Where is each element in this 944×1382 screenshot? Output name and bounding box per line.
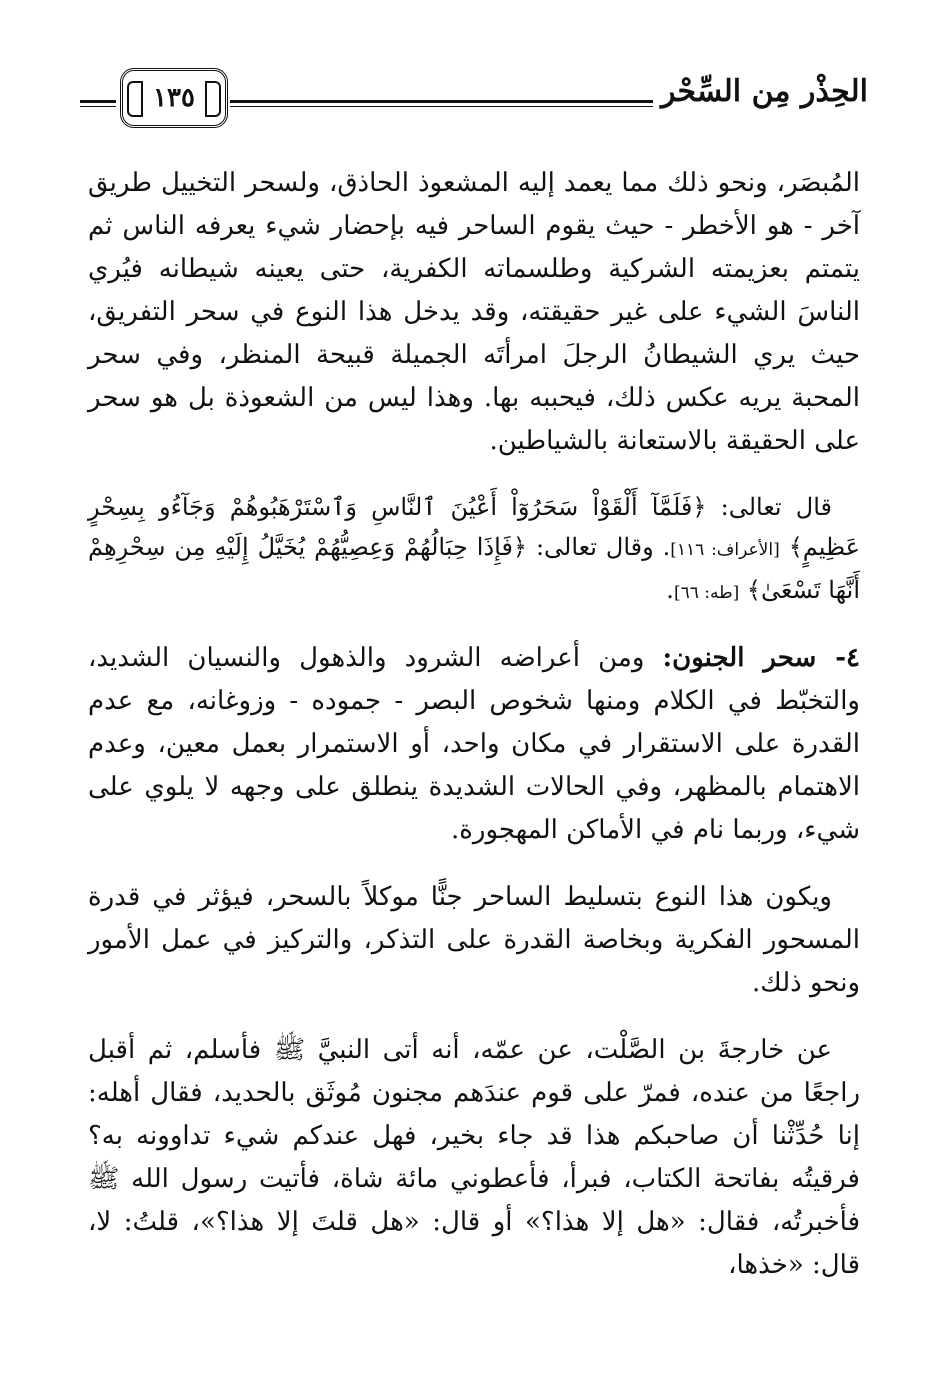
quran-verse-araf: ﴿فَلَمَّآ أَلْقَوْاْ سَحَرُوٓاْ أَعْيُنَ ٱلنَّاسِ وَٱسْتَرْهَبُوهُمْ وَجَآءُو بِسِحْرٍ عَظِيمٍ﴾ <box>88 493 860 561</box>
paragraph-sihr-junun <box>88 637 860 852</box>
running-header <box>80 60 868 130</box>
paragraph-jinn-effect: ويكون هذا النوع بتسليط الساحر جنًّا موكلاً بالسحر، فيؤثر في قدرة المسحور الفكرية وبخاصة القدرة على التذكر، والتركيز في عمل الأمور ونحو ذلك. <box>88 882 860 998</box>
verse-reference-araf: [الأعراف: ١١٦] <box>670 540 780 560</box>
page-body <box>88 162 860 1287</box>
book-title: الحِذْر مِن السِّحْر <box>660 74 868 109</box>
page-number-frame <box>120 68 228 128</box>
quran-verse-taha: ﴿فَإِذَا حِبَالُهُمْ وَعِصِيُّهُمْ يُخَيَّلُ إِلَيْهِ مِن سِحْرِهِمْ أَنَّهَا تَسْعَىٰ﴾ <box>88 533 860 604</box>
header-rule <box>230 100 653 107</box>
verse-reference-taha: [طه: ٦٦] <box>673 583 740 603</box>
section-text: ومن أعراضه الشرود والذهول والنسيان الشديد، والتخبّط في الكلام ومنها شخوص البصر - جموده - وزوغانه، مع عدم القدرة على الاستقرار في مكان واحد، أو الاستمرار بعمل معين، وعدم الاهتمام بالمظهر، وفي الحالات الشديدة ينطلق على وجهه لا يلوي على شيء، وربما نام في الأماكن المهجورة. <box>88 643 860 845</box>
verse-connector: . وقال تعالى: <box>526 533 671 561</box>
section-heading: ٤- سحر الجنون: <box>662 643 860 673</box>
verse-intro: قال تعالى: <box>706 493 832 521</box>
paragraph-sihr-takhyil: المُبصَر، ونحو ذلك مما يعمد إليه المشعوذ الحاذق، ولسحر التخييل طريق آخر - هو الأخطر - حيث يقوم الساحر فيه بإحضار شيء يعرفه الناس ثم يتمتم بعزيمته الشركية وطلسماته الكفرية، حتى يعينه شيطانه فيُري الناسَ الشيء على غير حقيقته، وقد يدخل هذا النوع في سحر التفريق، حيث يري الشيطانُ الرجلَ امرأتَه الجميلة قبيحة المنظر، وفي سحر المحبة يريه عكس ذلك، فيحببه بها. وهذا ليس من الشعوذة بل هو سحر على الحقيقة بالاستعانة بالشياطين. <box>88 168 860 456</box>
paragraph-hadith: عن خارجةَ بن الصَّلْت، عن عمّه، أنه أتى النبيَّ ﷺ فأسلم، ثم أقبل راجعًا من عنده، فمرّ على قوم عندَهم مجنون مُوثَق بالحديد، فقال أهله: إنا حُدِّثْنا أن صاحبكم هذا قد جاء بخير، فهل عندكم شيء تداوونه به؟ فرقيتُه بفاتحة الكتاب، فبرأ، فأعطوني مائة شاة، فأتيت رسول الله ﷺ فأخبرتُه، فقال: «هل إلا هذا؟» أو قال: «هل قلتَ إلا هذا؟»، قلتُ: لا، قال: «خذها، <box>88 1035 860 1280</box>
paragraph-quran-verses <box>88 487 860 613</box>
header-rule-short <box>80 100 116 107</box>
page-number: ١٣٥ <box>153 83 195 113</box>
verse-end: . <box>666 576 674 604</box>
